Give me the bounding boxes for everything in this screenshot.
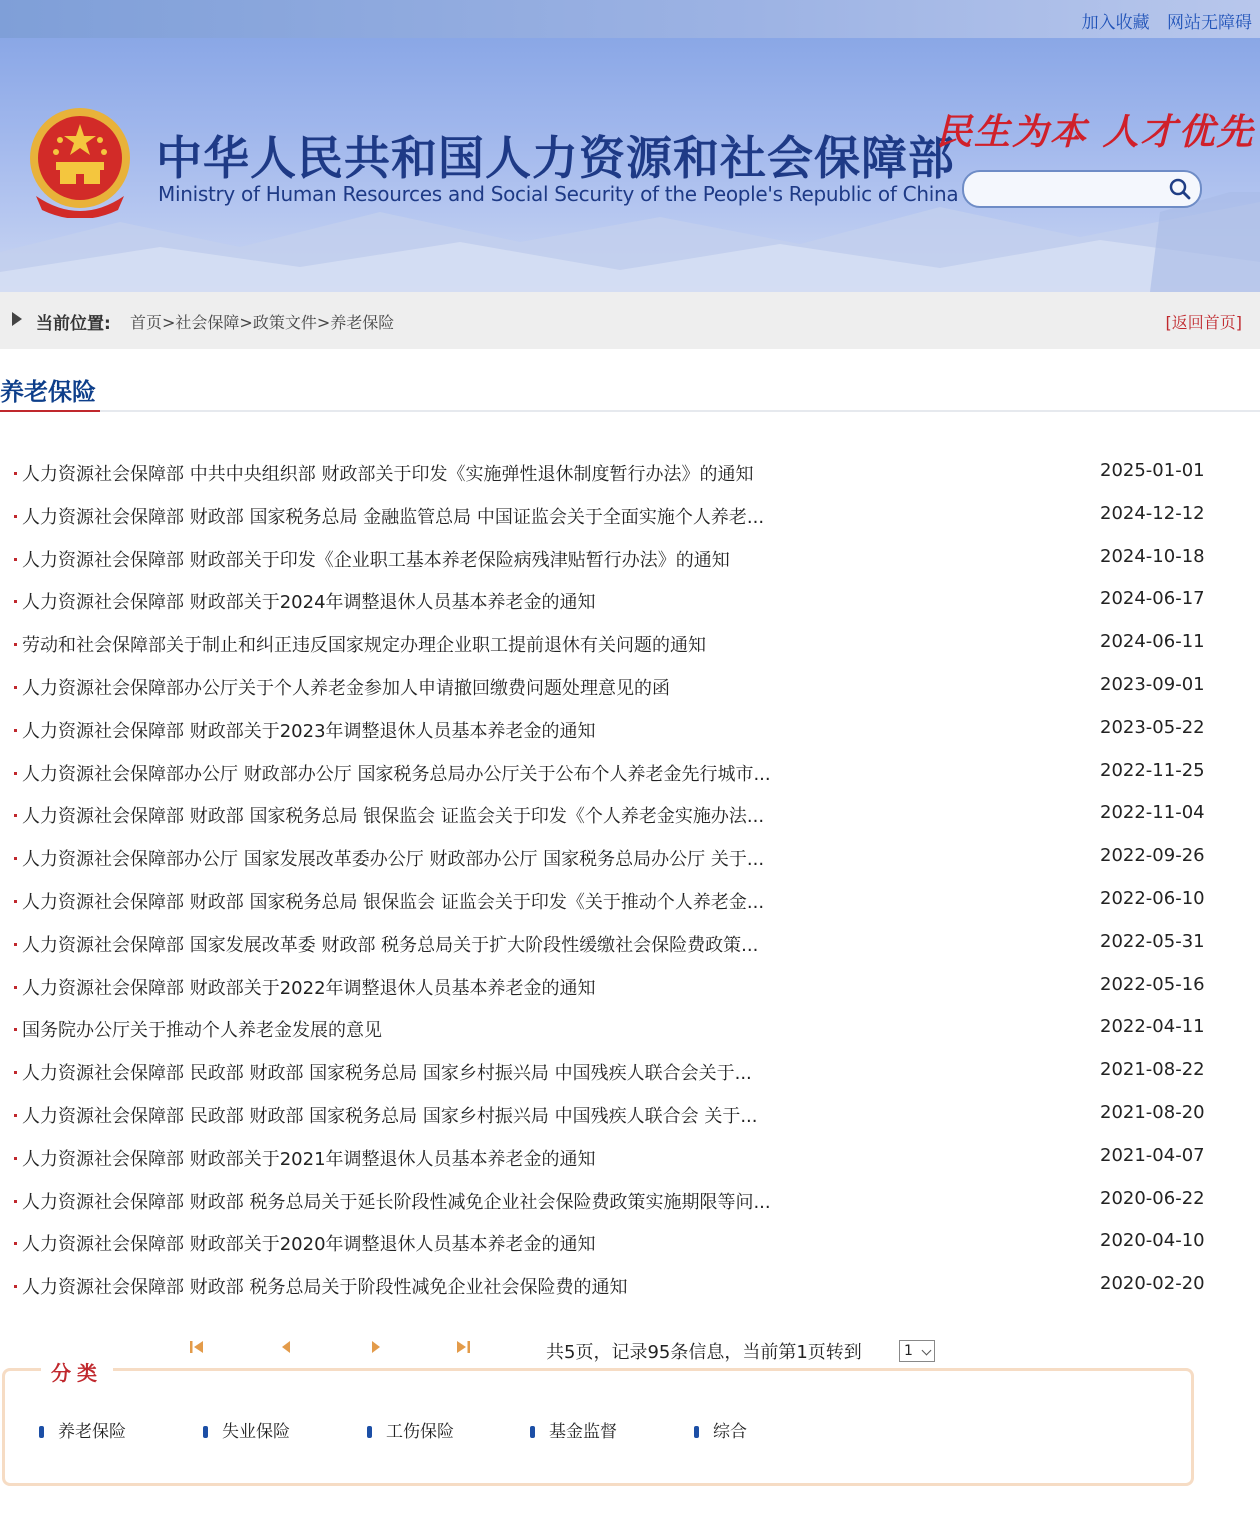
page-select-value: 1	[904, 1343, 913, 1359]
bar-icon	[367, 1426, 372, 1438]
article-title[interactable]: 人力资源社会保障部 财政部 国家税务总局 银保监会 证监会关于印发《个人养老金实施办法...	[22, 806, 765, 828]
article-title[interactable]: 人力资源社会保障部 财政部关于2023年调整退休人员基本养老金的通知	[22, 720, 596, 742]
slogan: 民生为本 人才优先	[936, 111, 1255, 153]
national-emblem-icon	[26, 106, 134, 218]
search-icon[interactable]	[1168, 177, 1192, 201]
site-banner	[0, 38, 1260, 292]
article-date: 2022-06-10	[1100, 887, 1205, 909]
list-item[interactable]	[0, 538, 1260, 581]
article-title[interactable]: 人力资源社会保障部 财政部关于印发《企业职工基本养老保险病残津贴暂行办法》的通知	[22, 549, 730, 571]
bullet-icon	[14, 1157, 17, 1160]
article-title[interactable]: 人力资源社会保障部 中共中央组织部 财政部关于印发《实施弹性退休制度暂行办法》的通知	[22, 464, 754, 485]
list-item[interactable]	[0, 837, 1260, 880]
category-legend: 分类	[41, 1357, 113, 1386]
bullet-icon	[14, 643, 17, 646]
category-label: 基金监督	[549, 1422, 617, 1442]
article-date: 2025-01-01	[1100, 460, 1205, 481]
list-item[interactable]	[0, 752, 1260, 795]
article-title[interactable]: 人力资源社会保障部办公厅 国家发展改革委办公厅 财政部办公厅 国家税务总局办公厅 关于...	[22, 849, 765, 871]
article-title[interactable]: 人力资源社会保障部 财政部关于2024年调整退休人员基本养老金的通知	[22, 592, 596, 614]
breadcrumb-label: 当前位置:	[36, 314, 111, 334]
list-item[interactable]	[0, 880, 1260, 923]
article-date: 2022-05-16	[1100, 973, 1205, 995]
article-title[interactable]: 人力资源社会保障部 财政部关于2021年调整退休人员基本养老金的通知	[22, 1148, 596, 1170]
bullet-icon	[14, 515, 17, 518]
prev-page-icon[interactable]	[278, 1338, 296, 1356]
list-item[interactable]	[0, 1180, 1260, 1223]
article-date: 2021-08-22	[1100, 1059, 1205, 1081]
article-date: 2022-04-11	[1100, 1016, 1205, 1038]
article-date: 2022-05-31	[1100, 930, 1205, 952]
page-title: 养老保险	[0, 378, 96, 406]
article-date: 2020-04-10	[1100, 1230, 1205, 1252]
list-item[interactable]	[0, 1094, 1260, 1137]
list-item[interactable]	[0, 1137, 1260, 1180]
list-item[interactable]	[0, 1222, 1260, 1265]
list-item[interactable]	[0, 580, 1260, 623]
article-title[interactable]: 人力资源社会保障部 财政部 税务总局关于阶段性减免企业社会保险费的通知	[22, 1277, 628, 1299]
search-box	[962, 170, 1202, 208]
bar-icon	[694, 1426, 699, 1438]
next-page-icon[interactable]	[366, 1338, 384, 1356]
list-item[interactable]	[0, 709, 1260, 752]
section-accent	[0, 410, 100, 412]
list-item[interactable]	[0, 495, 1260, 538]
bullet-icon	[14, 686, 17, 689]
bar-icon	[203, 1426, 208, 1438]
site-title-cn: 中华人民共和国人力资源和社会保障部	[156, 131, 955, 185]
bullet-icon	[14, 558, 17, 561]
category-box	[2, 1361, 1194, 1486]
article-date: 2024-10-18	[1100, 545, 1205, 567]
article-title[interactable]: 人力资源社会保障部 财政部 税务总局关于延长阶段性减免企业社会保险费政策实施期限等问...	[22, 1191, 771, 1213]
bullet-icon	[14, 1071, 17, 1074]
article-date: 2021-04-07	[1100, 1144, 1205, 1166]
article-title[interactable]: 人力资源社会保障部 民政部 财政部 国家税务总局 国家乡村振兴局 中国残疾人联合会关于...	[22, 1063, 752, 1085]
list-item[interactable]	[0, 452, 1260, 495]
last-page-icon[interactable]	[454, 1338, 472, 1356]
list-item[interactable]	[0, 794, 1260, 837]
bullet-icon	[14, 1242, 17, 1245]
breadcrumb-bar	[0, 292, 1260, 349]
list-item[interactable]	[0, 923, 1260, 966]
article-title[interactable]: 人力资源社会保障部 财政部 国家税务总局 银保监会 证监会关于印发《关于推动个人养老金...	[22, 891, 765, 913]
top-utility-bar	[0, 0, 1260, 38]
category-item[interactable]	[39, 1417, 126, 1442]
category-label: 综合	[713, 1422, 747, 1442]
article-date: 2020-06-22	[1100, 1187, 1205, 1209]
bullet-icon	[14, 1028, 17, 1031]
list-item[interactable]	[0, 1051, 1260, 1094]
list-item[interactable]	[0, 1008, 1260, 1051]
article-title[interactable]: 人力资源社会保障部办公厅关于个人养老金参加人申请撤回缴费问题处理意见的函	[22, 677, 670, 699]
chevron-down-icon	[922, 1346, 932, 1356]
list-item[interactable]	[0, 966, 1260, 1009]
bullet-icon	[14, 900, 17, 903]
article-date: 2020-02-20	[1100, 1273, 1205, 1295]
first-page-icon[interactable]	[188, 1338, 206, 1356]
article-date: 2022-09-26	[1100, 845, 1205, 867]
bullet-icon	[14, 1114, 17, 1117]
category-item[interactable]	[530, 1417, 617, 1442]
article-title[interactable]: 人力资源社会保障部 财政部关于2020年调整退休人员基本养老金的通知	[22, 1234, 596, 1256]
bullet-icon	[14, 943, 17, 946]
bullet-icon	[14, 600, 17, 603]
category-label: 工伤保险	[386, 1422, 454, 1442]
top-links	[1070, 8, 1252, 33]
bullet-icon	[14, 857, 17, 860]
article-date: 2024-06-11	[1100, 631, 1205, 653]
section-divider	[0, 410, 1260, 412]
article-date: 2021-08-20	[1100, 1101, 1205, 1123]
list-item[interactable]	[0, 666, 1260, 709]
category-label: 养老保险	[58, 1422, 126, 1442]
category-item[interactable]	[367, 1417, 454, 1442]
category-label: 失业保险	[222, 1422, 290, 1442]
list-item[interactable]	[0, 623, 1260, 666]
article-date: 2022-11-04	[1100, 802, 1205, 824]
pager-info: 共5页，记录95条信息，当前第1页转到	[546, 1342, 862, 1363]
return-home-link[interactable]: [返回首页]	[1165, 313, 1242, 332]
bullet-icon	[14, 986, 17, 989]
bullet-icon	[14, 472, 17, 475]
add-favorite-link[interactable]: 加入收藏	[1081, 13, 1150, 33]
article-date: 2022-11-25	[1100, 759, 1205, 781]
article-title[interactable]: 人力资源社会保障部办公厅 财政部办公厅 国家税务总局办公厅关于公布个人养老金先行城市...	[22, 763, 771, 785]
category-item[interactable]	[203, 1417, 290, 1442]
article-date: 2023-05-22	[1100, 716, 1205, 738]
bullet-icon	[14, 814, 17, 817]
site-title-en: Ministry of Human Resources and Social Security of the People's Republic of China	[158, 182, 959, 206]
article-title[interactable]: 人力资源社会保障部 财政部关于2022年调整退休人员基本养老金的通知	[22, 977, 596, 999]
search-input[interactable]	[976, 178, 1166, 200]
article-list	[0, 452, 1260, 1308]
article-title[interactable]: 国务院办公厅关于推动个人养老金发展的意见	[22, 1020, 382, 1042]
category-item[interactable]	[694, 1417, 747, 1442]
article-date: 2024-12-12	[1100, 502, 1205, 524]
bar-icon	[530, 1426, 535, 1438]
triangle-icon	[12, 312, 22, 326]
bullet-icon	[14, 1285, 17, 1288]
article-date: 2023-09-01	[1100, 673, 1205, 695]
pagination	[0, 1330, 1260, 1366]
article-date: 2024-06-17	[1100, 588, 1205, 610]
bullet-icon	[14, 772, 17, 775]
article-title[interactable]: 人力资源社会保障部 财政部 国家税务总局 金融监管总局 中国证监会关于全面实施个人养老...	[22, 506, 765, 528]
bullet-icon	[14, 1200, 17, 1203]
article-title[interactable]: 人力资源社会保障部 民政部 财政部 国家税务总局 国家乡村振兴局 中国残疾人联合会 关于...	[22, 1105, 758, 1127]
bullet-icon	[14, 729, 17, 732]
article-title[interactable]: 人力资源社会保障部 国家发展改革委 财政部 税务总局关于扩大阶段性缓缴社会保险费政策...	[22, 934, 759, 956]
page-select[interactable]	[899, 1340, 935, 1362]
list-item[interactable]	[0, 1265, 1260, 1308]
bar-icon	[39, 1426, 44, 1438]
breadcrumb[interactable]: 首页>社会保障>政策文件>养老保险	[130, 313, 395, 332]
accessibility-link[interactable]: 网站无障碍	[1167, 13, 1252, 33]
article-title[interactable]: 劳动和社会保障部关于制止和纠正违反国家规定办理企业职工提前退休有关问题的通知	[22, 635, 706, 657]
